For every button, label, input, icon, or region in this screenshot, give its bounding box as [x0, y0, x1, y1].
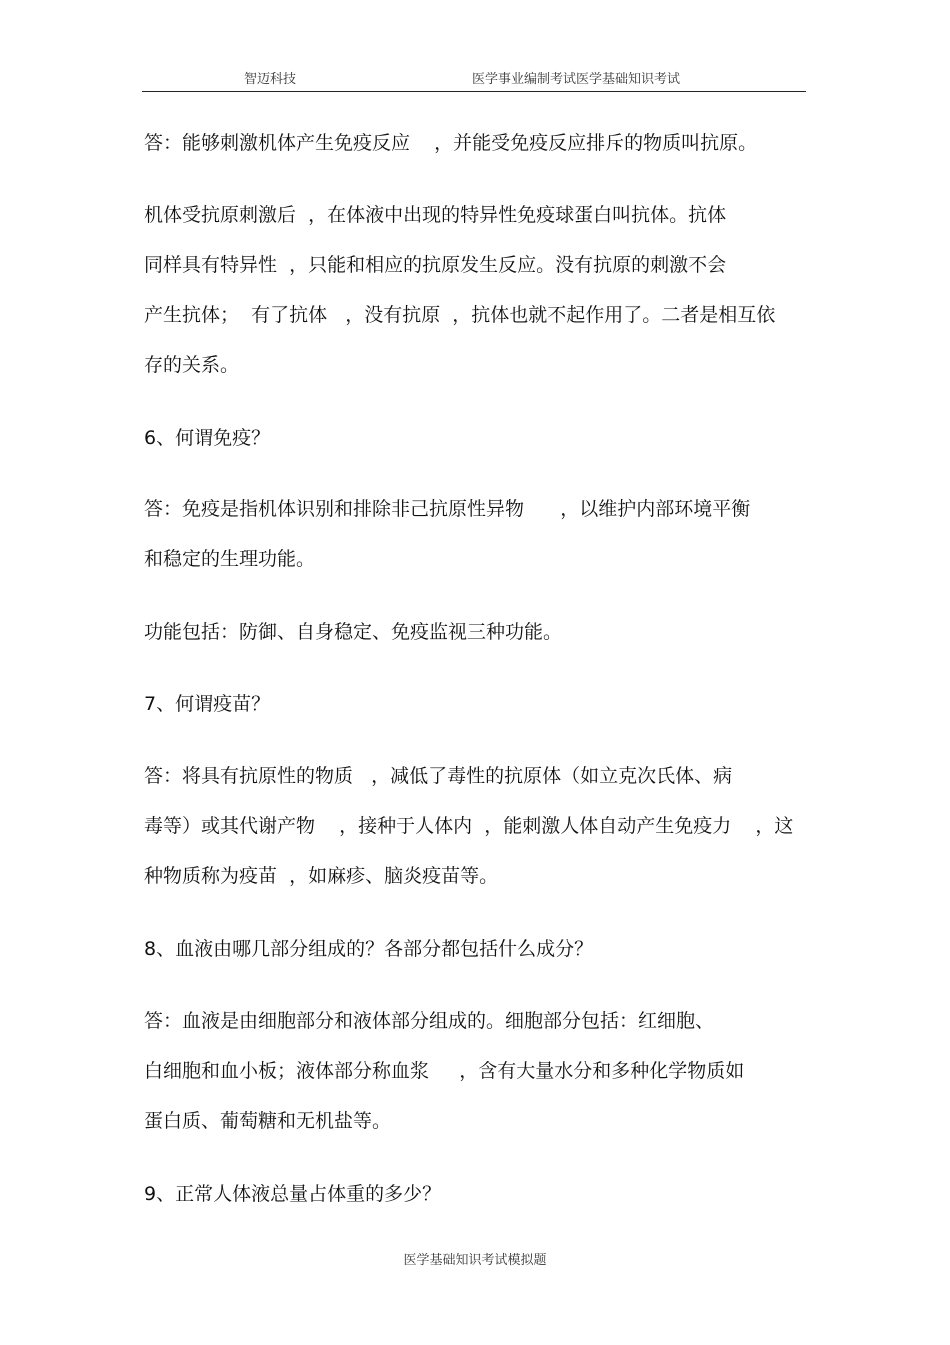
header-title: 医学事业编制考试医学基础知识考试 [472, 72, 681, 87]
paragraph-line: 机体受抗原刺激后 ，在体液中出现的特异性免疫球蛋白叫抗体。抗体 [144, 204, 727, 226]
answer-6-line: 和稳定的生理功能。 [144, 548, 316, 570]
answer-7-line: 种物质称为疫苗 ，如麻疹、脑炎疫苗等。 [144, 865, 499, 887]
paragraph-line: 产生抗体； 有了抗体 ，没有抗原 ，抗体也就不起作用了。二者是相互依 [144, 304, 776, 326]
answer-8-line: 蛋白质、葡萄糖和无机盐等。 [144, 1110, 392, 1132]
question-6: 6、何谓免疫？ [144, 427, 271, 449]
answer-8-line: 白细胞和血小板；液体部分称血浆 ，含有大量水分和多种化学物质如 [144, 1060, 745, 1082]
answer-7-line: 毒等）或其代谢产物 ，接种于人体内 ，能刺激人体自动产生免疫力 ，这 [144, 815, 794, 837]
question-8: 8、血液由哪几部分组成的？各部分都包括什么成分？ [144, 938, 594, 960]
header-company: 智迈科技 [244, 72, 297, 87]
answer-6-line: 答：免疫是指机体识别和排除非己抗原性异物 ，以维护内部环境平衡 [144, 498, 751, 520]
functions-line: 功能包括：防御、自身稳定、免疫监视三种功能。 [144, 621, 563, 643]
answer-8-line: 答：血液是由细胞部分和液体部分组成的。细胞部分包括：红细胞、 [144, 1010, 715, 1032]
paragraph-line: 存的关系。 [144, 354, 240, 376]
page-footer: 医学基础知识考试模拟题 [403, 1253, 547, 1268]
question-7: 7、何谓疫苗？ [144, 693, 271, 715]
paragraph-line: 同样具有特异性 ，只能和相应的抗原发生反应。没有抗原的刺激不会 [144, 254, 727, 276]
answer-7-line: 答：将具有抗原性的物质 ，减低了毒性的抗原体（如立克次氏体、病 [144, 765, 733, 787]
answer-antigen-definition: 答：能够刺激机体产生免疫反应 ，并能受免疫反应排斥的物质叫抗原。 [144, 132, 758, 154]
question-9: 9、正常人体液总量占体重的多少？ [144, 1183, 442, 1205]
page-header [142, 64, 806, 92]
